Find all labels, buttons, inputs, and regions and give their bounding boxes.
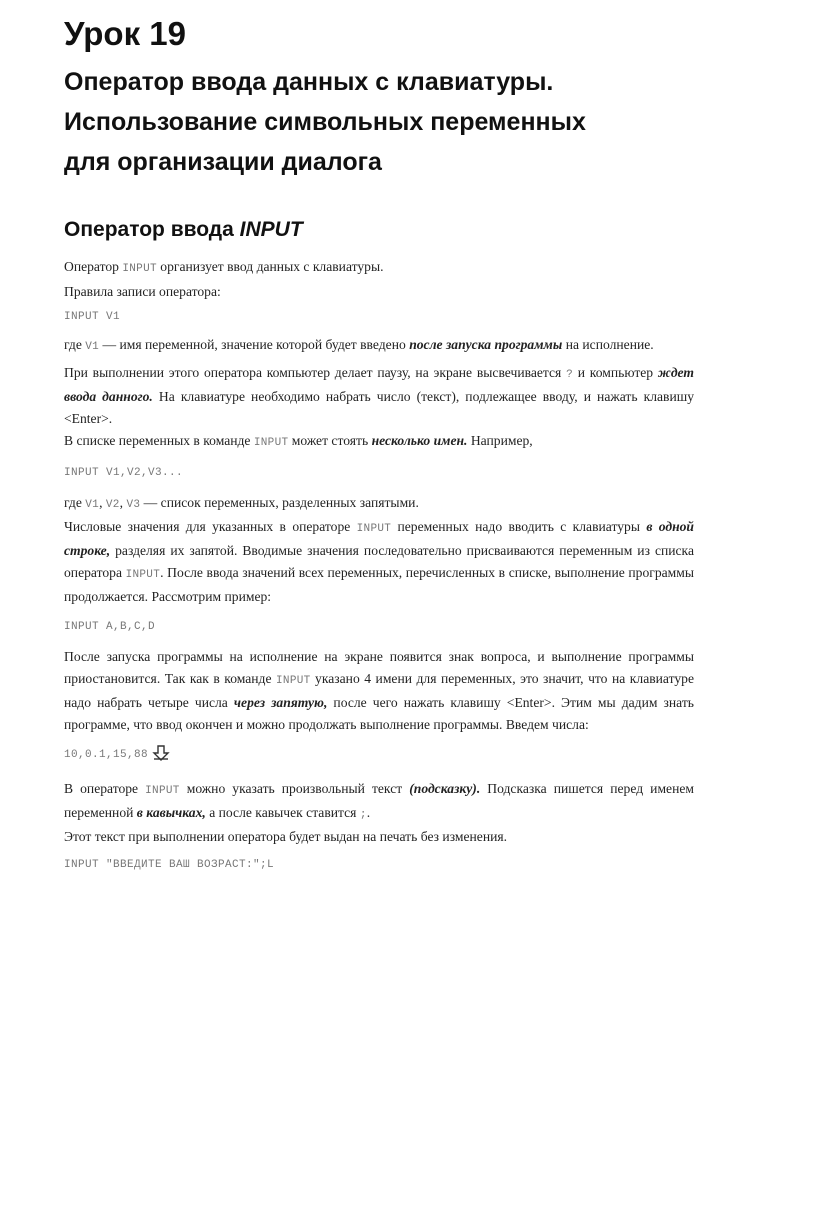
emphasis: после запуска программы [409, 337, 563, 352]
inline-code: V2 [105, 499, 120, 511]
text: При выполнении этого оператора компьютер делает паузу, на экране высвечивается [64, 365, 567, 380]
code-example: INPUT A,B,C,D [64, 621, 156, 633]
text: , [99, 495, 106, 510]
text: можно указать произвольный текст [179, 781, 410, 796]
text: организует ввод данных с клавиатуры. [156, 259, 384, 274]
text: и компьютер [572, 365, 658, 380]
section-heading-keyword: INPUT [239, 218, 303, 241]
paragraph [64, 778, 694, 826]
text: , [119, 495, 127, 510]
inline-code: V1 [85, 499, 100, 511]
text: Этот текст при выполнении оператора будет выдан на печать без изменения. [64, 829, 508, 844]
section-heading-text: Оператор ввода [64, 218, 240, 241]
inline-code: V1 [85, 341, 100, 353]
emphasis: через запятую, [233, 695, 328, 710]
emphasis: несколько имен. [371, 433, 468, 448]
text: Числовые значения для указанных в операторе [64, 519, 357, 534]
text: На клавиатуре необходимо набрать число (текст), подлежащее вводу, и нажать клавишу <Enter>. [64, 389, 695, 426]
inline-code: INPUT [276, 675, 311, 687]
lesson-title: Урок 19 [64, 15, 186, 52]
text: Оператор [64, 259, 123, 274]
paragraph [64, 492, 694, 516]
paragraph [64, 281, 694, 303]
inline-code: V3 [126, 499, 141, 511]
subtitle-line: Оператор ввода данных с клавиатуры. [64, 68, 554, 96]
section-heading [64, 216, 694, 244]
text: . [366, 805, 371, 820]
inline-code: ; [359, 809, 367, 821]
text: переменных надо вводить с клавиатуры [391, 519, 647, 534]
text: на исполнение. [562, 337, 654, 352]
code-text: 10,0.1,15,88 [64, 749, 149, 761]
emphasis: в одной строке, [64, 519, 694, 558]
inline-code: INPUT [122, 263, 157, 275]
paragraph [64, 646, 694, 736]
code-example: INPUT V1,V2,V3... [64, 467, 184, 479]
paragraph [64, 430, 694, 454]
text: . После ввода значений всех переменных, перечисленных в списке, выполнение программы продолжается. Рассмотрим пример: [64, 565, 694, 604]
lesson-body [64, 256, 694, 876]
text: разделяя их запятой. Вводимые значения последовательно присваиваются переменным из списка оператора [64, 543, 694, 580]
text: указано 4 имени для переменных, это значит, что на клавиатуре надо набрать четыре числа [64, 671, 694, 710]
text: где [64, 495, 86, 510]
enter-key-icon [152, 745, 170, 770]
subtitle-line: для организации диалога [64, 148, 382, 176]
paragraph [64, 826, 694, 848]
subtitle-line: Использование символьных переменных [64, 108, 586, 136]
paragraph [64, 362, 694, 430]
text: В списке переменных в команде [64, 433, 254, 448]
paragraph [64, 256, 694, 280]
emphasis: (подсказку). [409, 781, 481, 796]
text: Правила записи оператора: [64, 284, 221, 299]
emphasis: в кавычках, [136, 805, 206, 820]
paragraph [64, 516, 694, 608]
text: где [64, 337, 86, 352]
code-example: INPUT V1 [64, 311, 121, 323]
emphasis: ждет ввода данного. [64, 365, 694, 404]
text: после чего нажать клавишу <Enter>. Этим мы дадим знать программе, что ввод окончен и можно продолжать выполнение программы. Введем числа: [64, 695, 694, 732]
text: — имя переменной, значение которой будет введено [99, 337, 410, 352]
inline-code: INPUT [125, 569, 161, 581]
code-example [64, 744, 694, 770]
page [64, 10, 694, 882]
text: — список переменных, разделенных запятыми. [140, 495, 419, 510]
inline-code: INPUT [253, 437, 289, 449]
inline-code: INPUT [356, 523, 392, 535]
text: Подсказка пишется перед именем переменной [64, 781, 694, 820]
inline-code: INPUT [145, 785, 180, 797]
text: может стоять [288, 433, 372, 448]
text: В операторе [64, 781, 146, 796]
text: После запуска программы на исполнение на экране появится знак вопроса, и выполнение программы приостановится. Так как в команде [64, 649, 694, 686]
lesson-subtitle [64, 62, 694, 182]
inline-code: ? [566, 369, 573, 381]
paragraph [64, 334, 694, 358]
text: Например, [467, 433, 533, 448]
code-example: INPUT "ВВЕДИТЕ ВАШ ВОЗРАСТ:";L [64, 859, 275, 871]
text: а после кавычек ставится [205, 805, 360, 820]
